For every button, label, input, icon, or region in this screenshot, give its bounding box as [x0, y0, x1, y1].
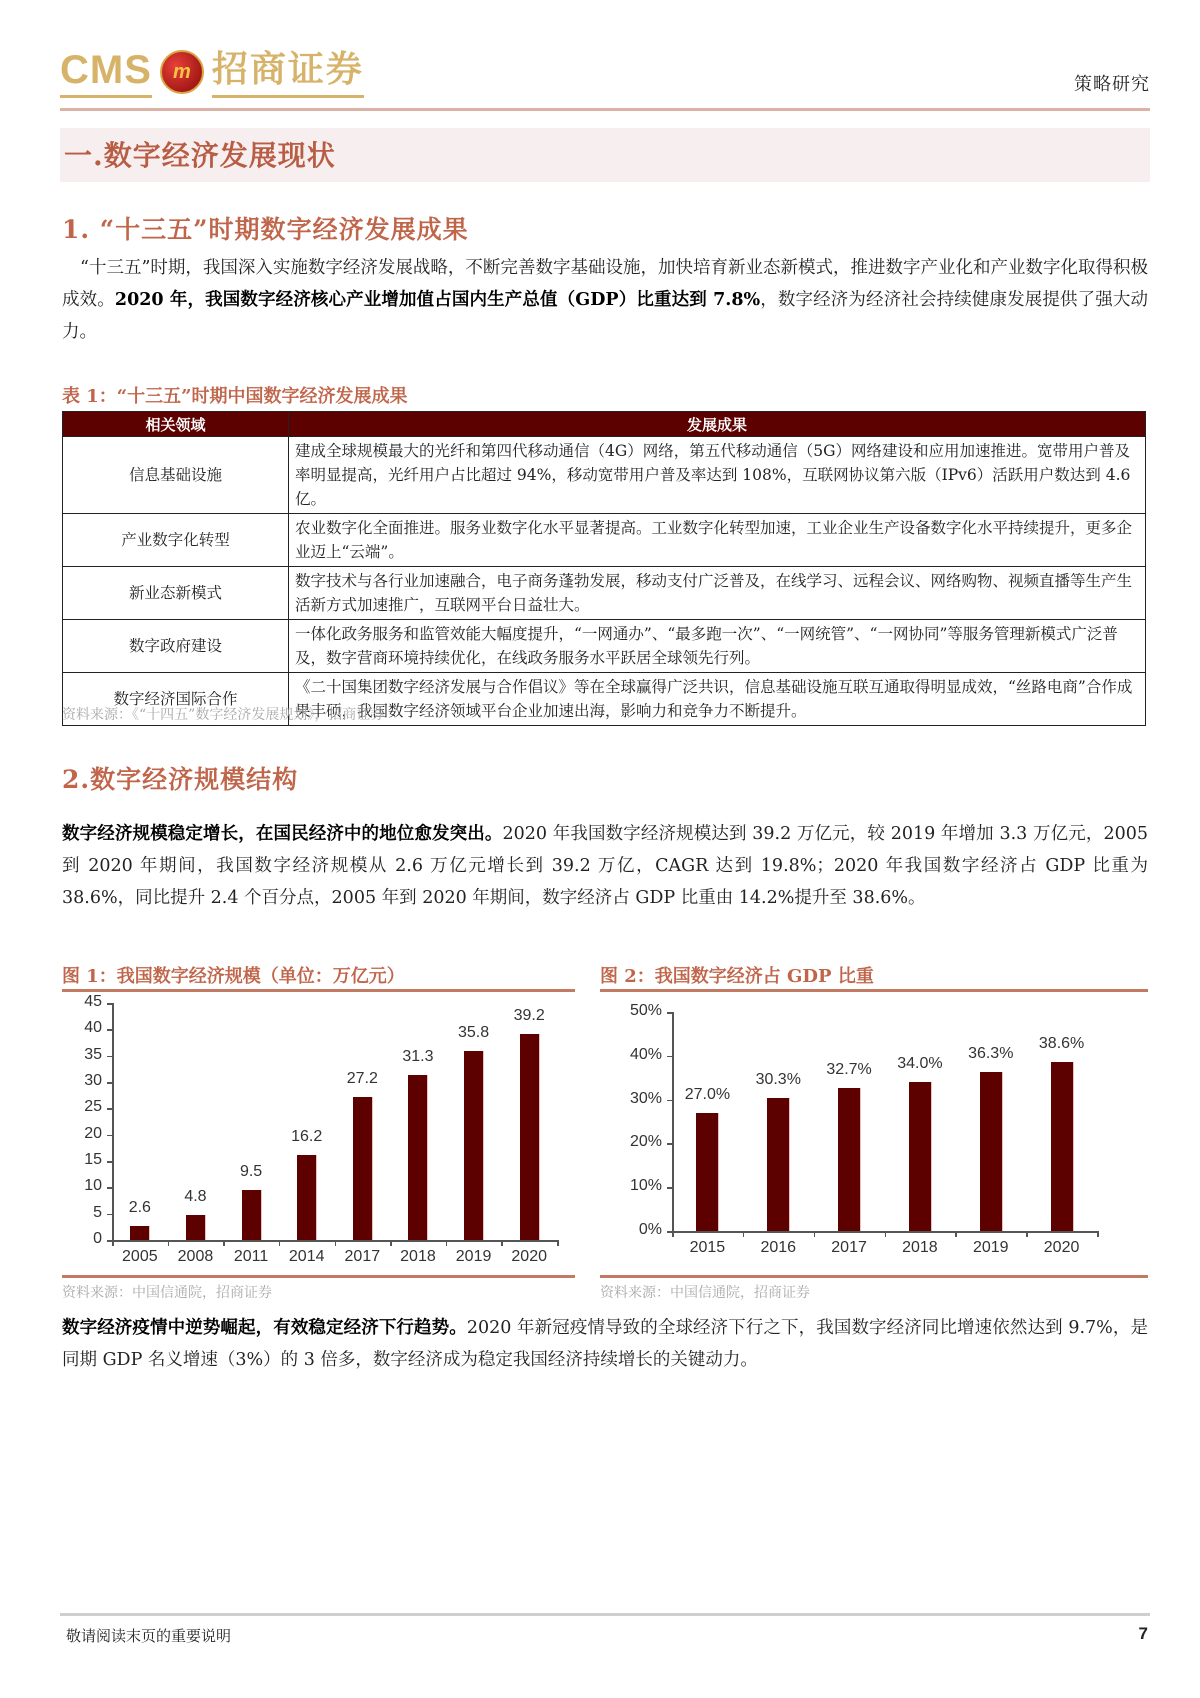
- chart1-top-rule: [62, 989, 575, 992]
- x-tick: [743, 1231, 745, 1237]
- bar: [1051, 1062, 1073, 1231]
- y-tick-label: 15: [84, 1151, 102, 1168]
- bar-value-label: 35.8: [457, 1024, 490, 1042]
- table-caption: 表 1：“十三五”时期中国数字经济发展成果: [62, 386, 408, 407]
- y-tick: [107, 1082, 112, 1084]
- bar: [408, 1075, 427, 1240]
- paragraph-2-text: 2020 年我国数字经济规模达到 39.2 万亿元，较 2019 年增加 3.3 万亿元，2005 到 2020 年期间，我国数字经济规模从 2.6 万亿元增长到 39.2 万亿，CAGR 达到 19.8%；2020 年我国数字经济占 GDP 比重为 38.6%，同比提升 2.4 个百分点，2005 年到 2020 年期间，数字经济占 GDP 比重由 14.2%提升至 38.6%。: [62, 824, 1149, 908]
- paragraph-3-text: 2020 年新冠疫情导致的全球经济下行之下，我国数字经济同比增速依然达到 9.7%，是同期 GDP 名义增速（3%）的 3 倍多，数字经济成为稳定我国经济持续增长的关键动力。: [62, 1318, 1148, 1370]
- logo-text-cn: 招商证券: [212, 47, 364, 98]
- chart2-caption: 图 2：我国数字经济占 GDP 比重: [600, 966, 874, 987]
- bar-value-label: 38.6%: [1038, 1034, 1085, 1052]
- table-cell-result: 《二十国集团数字经济发展与合作倡议》等在全球赢得广泛共识，信息基础设施互联互通取得明显成效，“丝路电商”合作成果丰硕，我国数字经济领域平台企业加速出海，影响力和竞争力不断提升。: [289, 673, 1146, 726]
- bar: [980, 1072, 1002, 1231]
- table-row: [63, 514, 1146, 567]
- x-tick: [112, 1240, 114, 1246]
- y-tick: [107, 1161, 112, 1163]
- subsection-title-1: 1. “十三五”时期数字经济发展成果: [62, 215, 469, 244]
- section-heading-band: [60, 128, 1150, 182]
- y-tick-label: 30%: [629, 1089, 662, 1107]
- section-title: 一.数字经济发展现状: [64, 139, 336, 172]
- table-cell-result: 建成全球规模最大的光纤和第四代移动通信（4G）网络，第五代移动通信（5G）网络建设和应用加速推进。宽带用户普及率明显提高，光纤用户占比超过 94%，移动宽带用户普及率达到 108%，互联网协议第六版（IPv6）活跃用户数达到 4.6 亿。: [289, 437, 1146, 514]
- table-cell-field: 产业数字化转型: [63, 514, 289, 567]
- x-tick: [279, 1240, 281, 1246]
- bar-value-label: 16.2: [291, 1127, 323, 1145]
- bar: [696, 1113, 718, 1231]
- bar-value-label: 2.6: [128, 1199, 151, 1217]
- y-tick-label: 40: [84, 1019, 102, 1037]
- paragraph-1-text: “十三五”时期，我国深入实施数字经济发展战略，不断完善数字基础设施，加快培育新业态新模式，推进数字产业化和产业数字化取得积极成效。: [62, 258, 1148, 310]
- x-tick: [335, 1240, 337, 1246]
- chart1-caption: 图 1：我国数字经济规模（单位：万亿元）: [62, 966, 405, 987]
- paragraph-1-tail: ，数字经济为经济社会持续健康发展提供了强大动力。: [62, 290, 1149, 342]
- table-cell-result: 一体化政务服务和监管效能大幅度提升，“一网通办”、“最多跑一次”、“一网统管”、“一网协同”等服务管理新模式广泛普及，数字营商环境持续优化，在线政务服务水平跃居全球领先行列。: [289, 620, 1146, 673]
- x-tick: [501, 1240, 503, 1246]
- bar-value-label: 39.2: [513, 1006, 545, 1024]
- x-tick-label: 2015: [689, 1239, 726, 1256]
- table-cell-field: 新业态新模式: [63, 567, 289, 620]
- x-tick: [557, 1240, 559, 1246]
- paragraph-2: [62, 818, 1148, 914]
- bar-value-label: 36.3%: [968, 1045, 1014, 1062]
- y-tick-label: 35: [84, 1045, 102, 1063]
- table-row: [63, 567, 1146, 620]
- table-cell-field: 数字政府建设: [63, 620, 289, 673]
- x-tick-label: 2017: [831, 1239, 867, 1256]
- y-tick-label: 10%: [629, 1177, 662, 1195]
- x-tick-label: 2018: [902, 1239, 938, 1256]
- table-header-result: 发展成果: [289, 412, 1146, 437]
- x-tick: [168, 1240, 170, 1246]
- y-tick: [667, 1056, 672, 1058]
- bar: [838, 1088, 860, 1231]
- x-tick-label: 2011: [233, 1248, 269, 1265]
- paragraph-2-bold: 数字经济规模稳定增长，在国民经济中的地位愈发突出。: [62, 824, 503, 844]
- table-cell-field: 数字经济国际合作: [63, 673, 289, 726]
- y-tick: [667, 1143, 672, 1145]
- footer-divider: [60, 1613, 1150, 1616]
- y-tick-label: 20%: [629, 1133, 662, 1151]
- x-tick-label: 2016: [760, 1239, 797, 1256]
- x-tick-label: 2020: [1043, 1239, 1080, 1256]
- bar-value-label: 34.0%: [897, 1055, 943, 1073]
- x-tick-label: 2017: [344, 1248, 381, 1265]
- subsection-title-2: 2.数字经济规模结构: [62, 765, 299, 794]
- bar: [353, 1097, 372, 1240]
- paragraph-1: [62, 252, 1148, 348]
- y-tick: [667, 1187, 672, 1189]
- x-tick-label: 2019: [455, 1248, 492, 1265]
- x-tick-label: 2008: [177, 1248, 214, 1265]
- chart1-bottom-rule: [62, 1275, 575, 1278]
- table-row: [63, 437, 1146, 514]
- bar-value-label: 32.7%: [826, 1060, 872, 1078]
- bar: [242, 1190, 261, 1240]
- cms-logo: [60, 44, 364, 100]
- bar: [186, 1215, 205, 1240]
- table-header-row: [63, 412, 1146, 437]
- y-tick: [107, 1108, 112, 1110]
- x-tick: [390, 1240, 392, 1246]
- bar-value-label: 9.5: [239, 1162, 263, 1180]
- x-tick: [955, 1231, 957, 1237]
- y-tick-label: 0%: [638, 1221, 662, 1238]
- y-tick: [107, 1056, 112, 1058]
- y-tick: [107, 1003, 112, 1005]
- y-tick-label: 5: [93, 1203, 102, 1221]
- bar-value-label: 30.3%: [755, 1071, 801, 1089]
- y-tick-label: 20: [84, 1124, 102, 1142]
- chart2-bottom-rule: [600, 1275, 1148, 1278]
- table-source: 资料来源：《“十四五”数字经济发展规划》，招商证券: [62, 707, 385, 723]
- bar: [909, 1082, 931, 1231]
- x-tick: [1097, 1231, 1099, 1237]
- x-tick-label: 2018: [400, 1248, 436, 1265]
- logo-text-en: CMS: [60, 47, 152, 98]
- paragraph-3: [62, 1312, 1148, 1376]
- y-tick-label: 50%: [629, 1002, 662, 1019]
- x-tick: [672, 1231, 674, 1237]
- x-tick: [446, 1240, 448, 1246]
- y-tick-label: 10: [84, 1177, 102, 1195]
- x-tick: [1026, 1231, 1028, 1237]
- chart1-source: 资料来源：中国信通院，招商证券: [62, 1285, 272, 1301]
- y-tick: [667, 1100, 672, 1102]
- section-tag: 策略研究: [1074, 74, 1150, 95]
- bar: [130, 1226, 149, 1240]
- y-tick-label: 30: [84, 1072, 102, 1089]
- achievements-table: [62, 411, 1146, 726]
- x-tick-label: 2020: [511, 1248, 547, 1265]
- header-divider: [60, 108, 1150, 111]
- table-header-field: 相关领域: [63, 412, 289, 437]
- y-tick: [107, 1187, 112, 1189]
- page-header: [60, 40, 1150, 110]
- table-cell-result: 数字技术与各行业加速融合，电子商务蓬勃发展，移动支付广泛普及，在线学习、远程会议、网络购物、视频直播等生产生活新方式加速推广，互联网平台日益壮大。: [289, 567, 1146, 620]
- bar: [464, 1051, 483, 1240]
- logo-emblem-icon: m: [160, 50, 204, 94]
- footer-disclaimer-note: 敬请阅读末页的重要说明: [66, 1627, 232, 1645]
- bar: [297, 1155, 316, 1240]
- bar: [520, 1034, 539, 1240]
- paragraph-1-bold: 2020 年，我国数字经济核心产业增加值占国内生产总值（GDP）比重达到 7.8%: [114, 290, 761, 310]
- y-axis: [672, 1012, 674, 1231]
- x-tick: [885, 1231, 887, 1237]
- x-tick: [814, 1231, 816, 1237]
- x-tick-label: 2019: [972, 1239, 1009, 1256]
- bar-value-label: 4.8: [184, 1187, 207, 1205]
- y-tick-label: 45: [84, 993, 102, 1010]
- paragraph-3-bold: 数字经济疫情中逆势崛起，有效稳定经济下行趋势。: [62, 1318, 467, 1338]
- bar-value-label: 27.0%: [684, 1085, 731, 1103]
- y-tick: [107, 1029, 112, 1031]
- chart2-top-rule: [600, 989, 1148, 992]
- table-cell-field: 信息基础设施: [63, 437, 289, 514]
- y-tick: [107, 1135, 112, 1137]
- chart2-source: 资料来源：中国信通院，招商证券: [600, 1285, 810, 1301]
- bar-value-label: 31.3: [402, 1048, 434, 1066]
- y-tick: [667, 1012, 672, 1014]
- x-tick-label: 2014: [288, 1248, 325, 1265]
- bar: [767, 1098, 789, 1231]
- bar-value-label: 27.2: [346, 1069, 378, 1087]
- table-cell-result: 农业数字化全面推进。服务业数字化水平显著提高。工业数字化转型加速，工业企业生产设备数字化水平持续提升，更多企业迈上“云端”。: [289, 514, 1146, 567]
- y-tick-label: 40%: [629, 1045, 662, 1063]
- x-tick-label: 2005: [122, 1248, 158, 1265]
- y-tick-label: 0: [93, 1230, 102, 1247]
- x-tick: [223, 1240, 225, 1246]
- y-tick-label: 25: [84, 1098, 102, 1116]
- page-number: 7: [1138, 1624, 1148, 1643]
- table-row: [63, 620, 1146, 673]
